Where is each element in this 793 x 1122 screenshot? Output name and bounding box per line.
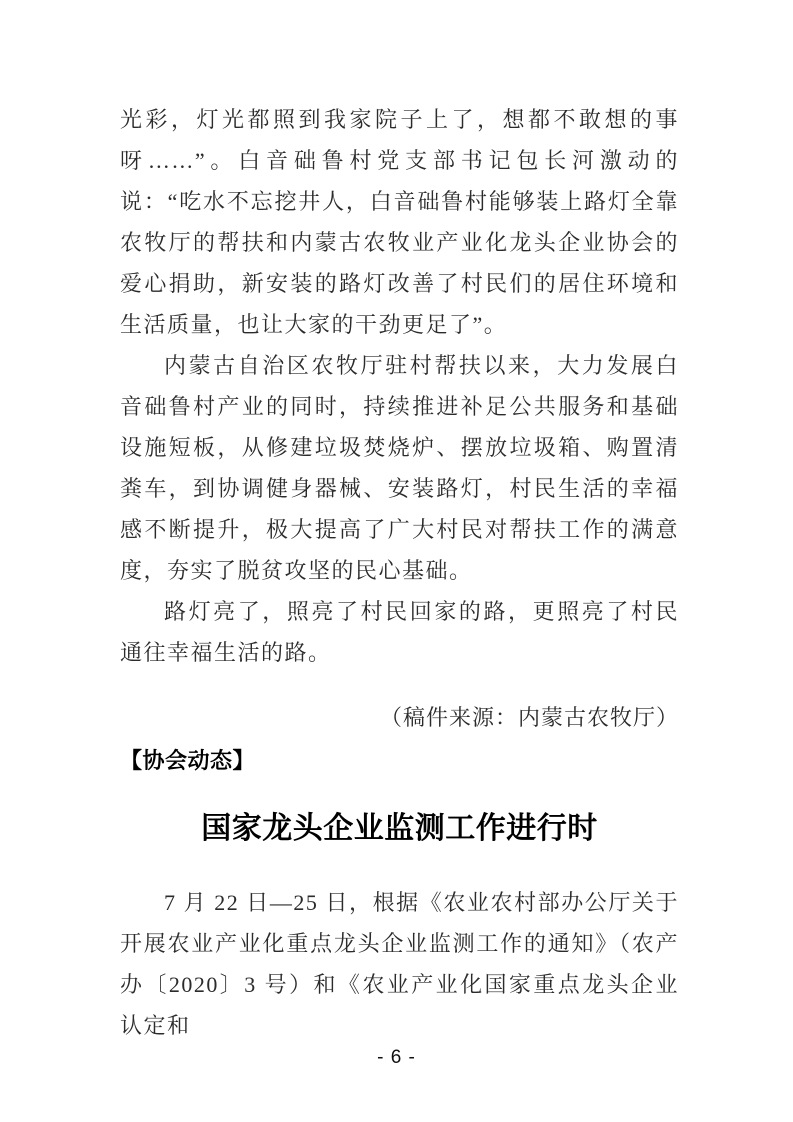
section-header: 【协会动态】 <box>120 749 256 774</box>
body-paragraph: 路灯亮了，照亮了村民回家的路，更照亮了村民通往幸福生活的路。 <box>120 599 679 665</box>
page-content <box>120 0 679 1046</box>
article-title: 国家龙头企业监测工作进行时 <box>201 812 598 845</box>
page-number: - 6 - <box>377 1047 416 1068</box>
source-attribution: （稿件来源：内蒙古农牧厅） <box>379 705 679 730</box>
body-paragraph: 7 月 22 日—25 日，根据《农业农村部办公厅关于开展农业产业化重点龙头企业监测工作的通知》（农产办〔2020〕3 号）和《农业产业化国家重点龙头企业认定和 <box>120 890 679 1038</box>
body-paragraph: 内蒙古自治区农牧厅驻村帮扶以来，大力发展白音础鲁村产业的同时，持续推进补足公共服务和基础设施短板，从修建垃圾焚烧炉、摆放垃圾箱、购置清粪车，到协调健身器械、安装路灯，村民生活的幸福感不断提升，极大提高了广大村民对帮扶工作的满意度，夯实了脱贫攻坚的民心基础。 <box>120 353 679 583</box>
body-paragraph: 光彩，灯光都照到我家院子上了，想都不敢想的事呀……”。白音础鲁村党支部书记包长河激动的说：“吃水不忘挖井人，白音础鲁村能够装上路灯全靠农牧厅的帮扶和内蒙古农牧业产业化龙头企业协会的爱心捐助，新安装的路灯改善了村民们的居住环境和生活质量，也让大家的干劲更足了”。 <box>120 107 679 337</box>
